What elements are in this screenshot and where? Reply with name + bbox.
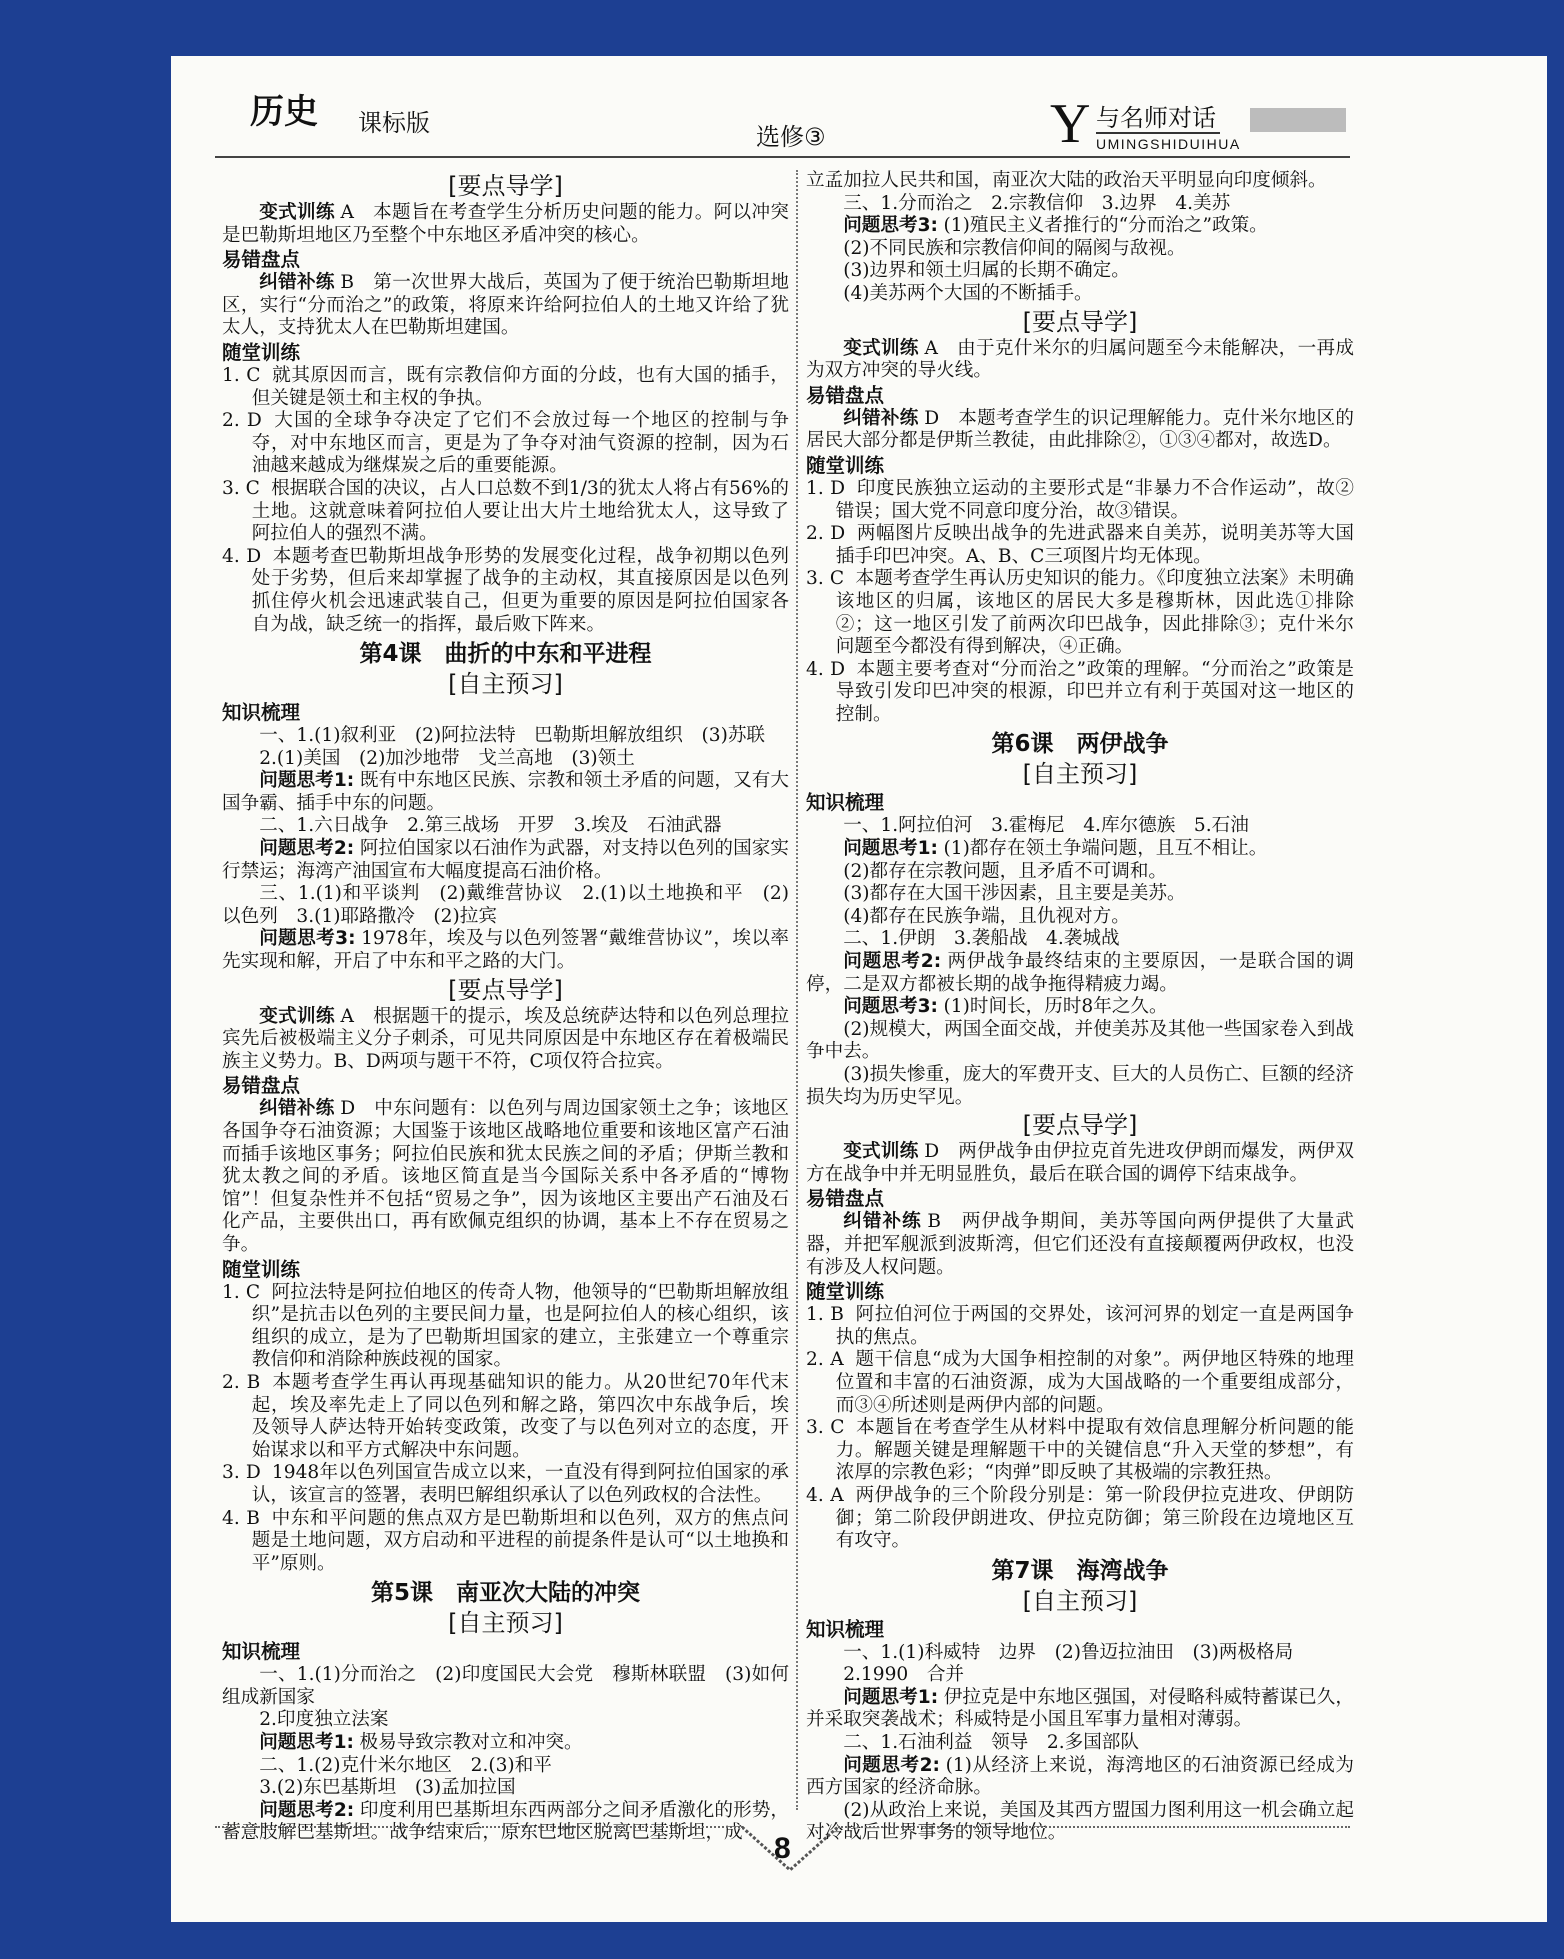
section-heading: [自主预习] xyxy=(1022,1586,1138,1615)
paragraph-text: 一、1.阿拉伯河 3.霍梅尼 4.库尔德族 5.石油 xyxy=(843,815,1249,837)
paragraph-text: A 由于克什米尔的归属问题至今未能解决，一再成为双方冲突的导火线。 xyxy=(806,337,1354,382)
answer-item xyxy=(222,365,789,410)
paragraph-text: 2.印度独立法案 xyxy=(259,1709,389,1731)
paragraph-lead: 问题思考2: xyxy=(843,1754,940,1776)
paragraph-lead: 问题思考1: xyxy=(843,1686,939,1708)
paragraph-text: (2)规模大，两国全面交战，并使美苏及其他一些国家卷入到战争中去。 xyxy=(806,1018,1354,1063)
paragraph-text: 三、1.分而治之 2.宗教信仰 3.边界 4.美苏 xyxy=(843,192,1231,214)
page-chevron-icon xyxy=(742,1826,842,1876)
answer-text: 阿拉法特是阿拉伯地区的传奇人物，他领导的“巴勒斯坦解放组织”是抗击以色列的主要民间力量，也是阿拉伯人的核心组织，该组织的成立，是为了巴勒斯坦国家的建立，主张建立一个尊重宗教信仰和消除种族歧视的国家。 xyxy=(251,1281,789,1371)
answer-item xyxy=(222,1372,789,1462)
section-heading: [要点导学] xyxy=(1022,307,1138,336)
paragraph-text: (1)都存在领土争端问题，且互不相让。 xyxy=(943,838,1268,860)
subsection-heading: 知识梳理 xyxy=(222,1640,301,1664)
paragraph xyxy=(806,1019,1354,1064)
paragraph xyxy=(806,1664,1354,1687)
paragraph xyxy=(806,238,1354,261)
paragraph xyxy=(222,770,789,815)
paragraph xyxy=(806,260,1354,283)
paragraph xyxy=(806,283,1354,306)
paragraph xyxy=(806,883,1354,906)
paragraph-lead: 问题思考1: xyxy=(843,838,938,860)
header-rule xyxy=(215,156,1350,158)
answer-item xyxy=(222,1508,789,1576)
paragraph-text: B 第一次世界大战后，英国为了便于统治巴勒斯坦地区，实行“分而治之”的政策，将原来许给阿拉伯人的土地又许给了犹太人，支持犹太人在巴勒斯坦建国。 xyxy=(222,272,789,339)
paragraph xyxy=(806,906,1354,929)
paragraph-text: 一、1.(1)科威特 边界 (2)鲁迈拉油田 (3)两极格局 xyxy=(843,1641,1294,1663)
paragraph xyxy=(806,170,1354,193)
answer-text: 根据联合国的决议，占人口总数不到1/3的犹太人将占有56%的土地。这就意味着阿拉伯人要让出大片土地给犹太人，这导致了阿拉伯人的强烈不满。 xyxy=(251,477,789,545)
paragraph xyxy=(806,838,1354,861)
paragraph-text: (1)时间长，历时8年之久。 xyxy=(943,996,1168,1018)
paragraph xyxy=(806,408,1354,453)
logo-series-box xyxy=(1250,108,1346,132)
right-column xyxy=(806,170,1354,1845)
answer-number: 3. C xyxy=(222,477,260,499)
answer-number: 2. D xyxy=(222,410,262,432)
paragraph xyxy=(222,1755,789,1778)
paragraph-text: 二、1.伊朗 3.袭船战 4.袭城战 xyxy=(843,928,1120,950)
answer-item xyxy=(222,478,789,546)
paragraph xyxy=(806,215,1354,238)
paragraph-text: (4)都存在民族争端，且仇视对方。 xyxy=(843,905,1130,927)
paragraph-lead: 变式训练 xyxy=(259,1005,335,1027)
paragraph xyxy=(222,748,789,771)
answer-text: 中东和平问题的焦点双方是巴勒斯坦和以色列，双方的焦点问题是土地问题，双方启动和平进程的前提条件是认可“以土地换和平”原则。 xyxy=(251,1507,789,1574)
paragraph xyxy=(806,1687,1354,1732)
paragraph-text: 两伊战争最终结束的主要原因，一是联合国的调停，二是双方都被长期的战争拖得精疲力竭。 xyxy=(806,951,1354,995)
paragraph-text: 1978年，埃及与以色列签署“戴维营协议”，埃以率先实现和解，开启了中东和平之路的大门。 xyxy=(222,928,789,973)
paragraph xyxy=(806,1064,1354,1109)
paragraph-text: D 两伊战争由伊拉克首先进攻伊朗而爆发，两伊双方在战争中并无明显胜负，最后在联合国的调停下结束战争。 xyxy=(806,1141,1354,1185)
answer-number: 1. C xyxy=(222,1281,261,1303)
answer-text: 印度民族独立运动的主要形式是“非暴力不合作运动”，故②错误；国大党不同意印度分治，故③错误。 xyxy=(835,477,1354,522)
paragraph xyxy=(806,996,1354,1019)
footer-rule-right xyxy=(838,1826,1350,1828)
paragraph-lead: 问题思考1: xyxy=(259,1732,354,1754)
paragraph xyxy=(806,861,1354,884)
paragraph-text: 印度利用巴基斯坦东西两部分之间矛盾激化的形势，蓄意肢解巴基斯坦。战争结束后，原东巴地区脱离巴基斯坦，成 xyxy=(222,1799,789,1844)
paragraph-text: 伊拉克是中东地区强国，对侵略科威特蓄谋已久，并采取突袭战术；科威特是小国且军事力量相对薄弱。 xyxy=(806,1686,1354,1731)
subsection-heading: 易错盘点 xyxy=(222,1074,301,1098)
paragraph xyxy=(222,202,789,247)
answer-number: 1. B xyxy=(806,1304,844,1326)
answer-text: 本题考查学生再认历史知识的能力。《印度独立法案》未明确该地区的归属，该地区的居民大多是穆斯林，因此选①排除②；这一地区引发了前两次印巴战争，因此排除③；克什米尔问题至今都没有得到解决，④正确。 xyxy=(835,568,1354,658)
paragraph xyxy=(222,883,789,928)
paragraph xyxy=(806,1141,1354,1186)
paragraph-lead: 问题思考2: xyxy=(259,1799,355,1821)
answer-number: 2. D xyxy=(806,523,846,545)
paragraph xyxy=(806,1211,1354,1279)
subsection-heading: 随堂训练 xyxy=(222,340,301,364)
paragraph-lead: 变式训练 xyxy=(259,202,335,223)
paragraph xyxy=(806,815,1354,838)
paragraph-text: (2)都存在宗教问题，且矛盾不可调和。 xyxy=(843,860,1168,882)
answer-text: 阿拉伯河位于两国的交界处，该河河界的划定一直是两国争执的焦点。 xyxy=(835,1304,1354,1348)
paragraph-text: 既有中东地区民族、宗教和领土矛盾的问题，又有大国争霸、插手中东的问题。 xyxy=(222,770,789,814)
logo-letter: Y xyxy=(1050,93,1091,155)
answer-item xyxy=(806,1417,1354,1485)
paragraph xyxy=(806,1800,1354,1845)
answer-text: 大国的全球争夺决定了它们不会放过每一个地区的控制与争夺，对中东地区而言，更是为了争夺对油气资源的控制，因为石油越来越成为继煤炭之后的重要能源。 xyxy=(251,410,789,477)
paragraph xyxy=(222,1006,789,1074)
answer-item xyxy=(222,410,789,478)
paragraph-lead: 变式训练 xyxy=(843,1141,919,1163)
answer-item xyxy=(806,478,1354,523)
section-heading: [要点导学] xyxy=(448,975,563,1004)
footer-rule-left xyxy=(215,1826,743,1828)
answer-text: 本题考查巴勒斯坦战争形势的发展变化过程，战争初期以色列处于劣势，但后来却掌握了战争的主动权，其直接原因是以色列抓住停火机会迅速武装自己，但更为重要的原因是阿拉伯国家各自为战，缺乏统一的指挥，最后败下阵来。 xyxy=(251,545,789,635)
answer-number: 1. D xyxy=(806,477,846,499)
paragraph-lead: 纠错补练 xyxy=(259,272,335,294)
paragraph xyxy=(222,1800,789,1845)
paragraph xyxy=(806,928,1354,951)
section-heading: [要点导学] xyxy=(1022,1111,1138,1140)
answer-number: 3. C xyxy=(806,1417,845,1439)
publisher-logo xyxy=(1050,93,1350,155)
section-heading: [自主预习] xyxy=(1022,760,1138,789)
paragraph xyxy=(222,815,789,838)
paragraph xyxy=(222,838,789,883)
paragraph xyxy=(222,725,789,748)
paragraph-text: (1)从经济上来说，海湾地区的石油资源已经成为西方国家的经济命脉。 xyxy=(806,1754,1354,1799)
paragraph-lead: 纠错补练 xyxy=(843,407,919,429)
paragraph-lead: 问题思考2: xyxy=(259,838,355,860)
subsection-heading: 易错盘点 xyxy=(222,248,301,272)
lesson-title: 第7课 海湾战争 xyxy=(991,1557,1169,1584)
answer-text: 就其原因而言，既有宗教信仰方面的分歧，也有大国的插手，但关键是领土和主权的争执。 xyxy=(251,364,789,409)
paragraph xyxy=(806,1755,1354,1800)
section-heading: [要点导学] xyxy=(448,172,563,200)
paragraph xyxy=(806,1732,1354,1755)
answer-text: 本题主要考查对“分而治之”政策的理解。“分而治之”政策是导致引发印巴冲突的根源，印巴并立有利于英国对这一地区的控制。 xyxy=(835,658,1354,725)
paragraph xyxy=(222,928,789,973)
subsection-heading: 知识梳理 xyxy=(806,791,885,815)
paragraph-text: B 两伊战争期间，美苏等国向两伊提供了大量武器，并把军舰派到波斯湾，但它们还没有直接颠覆两伊政权，也没有涉及人权问题。 xyxy=(806,1211,1354,1278)
paragraph-text: 二、1.六日战争 2.第三战场 开罗 3.埃及 石油武器 xyxy=(259,815,722,837)
answer-item xyxy=(806,1485,1354,1553)
paragraph xyxy=(222,1732,789,1755)
answer-item xyxy=(806,523,1354,568)
logo-pinyin: UMINGSHIDUIHUA xyxy=(1096,136,1241,152)
answer-text: 本题考查学生再认再现基础知识的能力。从20世纪70年代末起，埃及率先走上了同以色列和解之路，第四次中东战争后，埃及领导人萨达特开始转变政策，改变了与以色列对立的态度，开始谋求以和平方式解决中东问题。 xyxy=(251,1371,789,1461)
paragraph-text: 阿拉伯国家以石油作为武器，对支持以色列的国家实行禁运；海湾产油国宣布大幅度提高石油价格。 xyxy=(222,838,789,882)
paragraph xyxy=(222,1709,789,1732)
answer-text: 1948年以色列国宣告成立以来，一直没有得到阿拉伯国家的承认，该宣言的签署，表明巴解组织承认了以色列政权的合法性。 xyxy=(251,1462,789,1506)
lesson-title: 第5课 南亚次大陆的冲突 xyxy=(370,1580,640,1607)
subsection-heading: 易错盘点 xyxy=(806,383,885,407)
subsection-heading: 随堂训练 xyxy=(806,453,885,477)
paragraph-lead: 纠错补练 xyxy=(259,1098,335,1120)
left-column xyxy=(222,170,789,1845)
answer-text: 题干信息“成为大国争相控制的对象”。两伊地区特殊的地理位置和丰富的石油资源，成为大国战略的一个重要组成部分，而③④所述则是两伊内部的问题。 xyxy=(835,1349,1354,1416)
answer-item xyxy=(806,1349,1354,1417)
module-label: 选修③ xyxy=(756,123,826,151)
answer-number: 1. C xyxy=(222,364,261,386)
answer-text: 两幅图片反映出战争的先进武器来自美苏，说明美苏等大国插手印巴冲突。A、B、C三项图片均无体现。 xyxy=(835,523,1354,567)
paragraph-text: (2)从政治上来说，美国及其西方盟国力图利用这一机会确立起对冷战后世界事务的领导地位。 xyxy=(806,1799,1354,1844)
paragraph xyxy=(222,272,789,340)
answer-item xyxy=(806,568,1354,658)
paragraph-lead: 问题思考3: xyxy=(843,215,938,237)
paragraph-text: (1)殖民主义者推行的“分而治之”政策。 xyxy=(943,215,1268,237)
answer-number: 4. D xyxy=(222,545,262,567)
paragraph-text: (3)都存在大国干涉因素，且主要是美苏。 xyxy=(843,883,1186,905)
paragraph-text: 2.(1)美国 (2)加沙地带 戈兰高地 (3)领土 xyxy=(259,747,635,769)
paragraph-text: A 本题旨在考查学生分析历史问题的能力。阿以冲突是巴勒斯坦地区乃至整个中东地区矛盾冲突的核心。 xyxy=(222,202,789,246)
answer-text: 两伊战争的三个阶段分别是：第一阶段伊拉克进攻、伊朗防御；第二阶段伊朗进攻、伊拉克防御；第三阶段在边境地区互有攻守。 xyxy=(835,1484,1354,1552)
answer-item xyxy=(806,659,1354,727)
paragraph-text: 三、1.(1)和平谈判 (2)戴维营协议 2.(1)以土地换和平 (2)以色列 3.(1)耶路撒冷 (2)拉宾 xyxy=(222,883,789,927)
answer-number: 4. D xyxy=(806,658,846,680)
answer-number: 3. D xyxy=(222,1462,261,1484)
answer-item xyxy=(806,1304,1354,1349)
paragraph-lead: 问题思考2: xyxy=(843,951,942,973)
paragraph-text: 一、1.(1)分而治之 (2)印度国民大会党 穆斯林联盟 (3)如何组成新国家 xyxy=(222,1664,789,1708)
paragraph xyxy=(806,951,1354,996)
paragraph xyxy=(222,1777,789,1800)
column-divider xyxy=(796,170,798,1810)
answer-number: 4. A xyxy=(806,1484,844,1506)
subsection-heading: 知识梳理 xyxy=(222,701,301,725)
subject-title: 历史 xyxy=(250,92,318,132)
page-number: 8 xyxy=(774,1832,791,1865)
paragraph-text: 一、1.(1)叙利亚 (2)阿拉法特 巴勒斯坦解放组织 (3)苏联 xyxy=(259,725,766,747)
paragraph-text: 立孟加拉人民共和国，南亚次大陆的政治天平明显向印度倾斜。 xyxy=(806,170,1327,191)
lesson-title: 第4课 曲折的中东和平进程 xyxy=(359,641,652,668)
paragraph-text: (4)美苏两个大国的不断插手。 xyxy=(843,282,1093,304)
paragraph-text: 2.1990 合并 xyxy=(843,1664,965,1686)
paragraph-text: (3)边界和领土归属的长期不确定。 xyxy=(843,260,1130,282)
paragraph-lead: 问题思考3: xyxy=(259,928,356,950)
paragraph-text: D 中东问题有：以色列与周边国家领土之争；该地区各国争夺石油资源；大国鉴于该地区战略地位重要和该地区富产石油而插手该地区事务；阿拉伯民族和犹太民族之间的矛盾；伊斯兰教和犹太教之间的矛盾。该地区简直是当今国际关系中各矛盾的“博物馆”！但复杂性并不包括“贸易之争”，因为该地区主要出产石油及石化产品，主要供出口，再有欧佩克组织的协调，基本上不存在贸易之争。 xyxy=(222,1098,789,1255)
paragraph-lead: 变式训练 xyxy=(843,337,919,359)
answer-text: 本题旨在考查学生从材料中提取有效信息理解分析问题的能力。解题关键是理解题干中的关键信息“升入天堂的梦想”，有浓厚的宗教色彩；“肉弹”即反映了其极端的宗教狂热。 xyxy=(835,1417,1354,1484)
subsection-heading: 随堂训练 xyxy=(222,1257,301,1281)
answer-item xyxy=(222,1462,789,1507)
paragraph xyxy=(806,1642,1354,1665)
section-heading: [自主预习] xyxy=(448,670,563,699)
paragraph-text: A 根据题干的提示，埃及总统萨达特和以色列总理拉宾先后被极端主义分子刺杀，可见共同原因是中东地区存在着极端民族主义势力。B、D两项与题干不符，C项仅符合拉宾。 xyxy=(222,1005,789,1072)
answer-number: 4. B xyxy=(222,1507,260,1529)
answer-number: 3. C xyxy=(806,568,845,590)
section-heading: [自主预习] xyxy=(448,1609,563,1638)
paragraph xyxy=(222,1098,789,1256)
paragraph-text: D 本题考查学生的识记理解能力。克什米尔地区的居民大部分都是伊斯兰教徒，由此排除②，①③④都对，故选D。 xyxy=(806,407,1354,452)
paragraph-text: (3)损失惨重，庞大的军费开支、巨大的人员伤亡、巨额的经济损失均为历史罕见。 xyxy=(806,1064,1354,1108)
paragraph-text: 3.(2)东巴基斯坦 (3)孟加拉国 xyxy=(259,1777,516,1799)
paragraph xyxy=(806,338,1354,383)
logo-chinese: 与名师对话 xyxy=(1096,104,1220,134)
subsection-heading: 知识梳理 xyxy=(806,1617,885,1641)
paragraph xyxy=(806,193,1354,216)
answer-number: 2. A xyxy=(806,1349,844,1371)
paragraph-lead: 问题思考3: xyxy=(843,996,938,1018)
paragraph-text: 极易导致宗教对立和冲突。 xyxy=(359,1732,583,1754)
paragraph-text: (2)不同民族和宗教信仰间的隔阂与敌视。 xyxy=(843,237,1186,259)
edition-label: 课标版 xyxy=(358,109,430,137)
subsection-heading: 易错盘点 xyxy=(806,1187,885,1211)
answer-number: 2. B xyxy=(222,1371,261,1393)
paragraph-lead: 问题思考1: xyxy=(259,770,355,792)
paragraph xyxy=(222,1664,789,1709)
lesson-title: 第6课 两伊战争 xyxy=(991,731,1169,758)
answer-item xyxy=(222,1282,789,1372)
paragraph-lead: 纠错补练 xyxy=(843,1211,922,1233)
answer-item xyxy=(222,546,789,636)
paragraph-text: 二、1.石油利益 领导 2.多国部队 xyxy=(843,1732,1139,1754)
subsection-heading: 随堂训练 xyxy=(806,1280,885,1304)
paragraph-text: 二、1.(2)克什米尔地区 2.(3)和平 xyxy=(259,1754,552,1776)
